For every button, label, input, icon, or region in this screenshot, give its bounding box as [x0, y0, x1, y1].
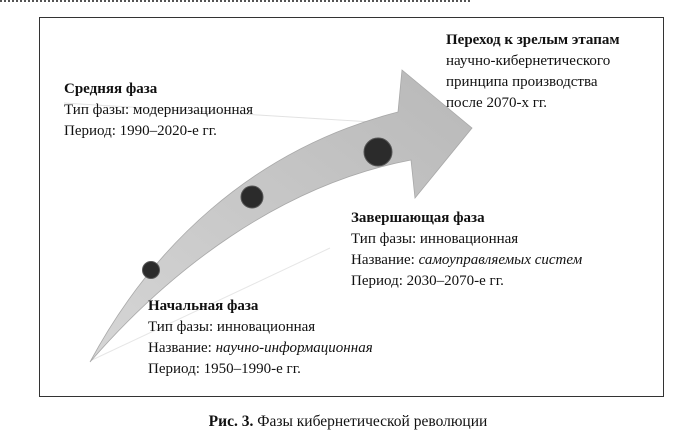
initial-phase-block — [148, 296, 373, 380]
middle-phase-title: Средняя фаза — [64, 81, 158, 97]
phase-dot-final — [364, 138, 392, 166]
middle-phase-block — [64, 79, 253, 142]
final-type-label: Тип фазы: — [351, 231, 417, 247]
transition-line1: научно-кибернетического — [446, 53, 611, 69]
middle-period-label: Период: — [64, 123, 116, 139]
initial-phase-title: Начальная фаза — [148, 298, 259, 314]
final-phase-title: Завершающая фаза — [351, 210, 485, 226]
transition-title: Переход к зрелым этапам — [446, 32, 620, 48]
final-period-value: 2030–2070-е гг. — [406, 273, 504, 289]
final-phase-block — [351, 208, 582, 292]
phase-dot-middle — [241, 186, 263, 208]
initial-period-value: 1950–1990-е гг. — [203, 361, 301, 377]
final-name-value: самоуправляемых систем — [418, 252, 583, 268]
middle-period-value: 1990–2020-е гг. — [119, 123, 217, 139]
final-type-value: инновационная — [419, 231, 519, 247]
initial-period-label: Период: — [148, 361, 200, 377]
caption-text: Фазы кибернетической революции — [257, 413, 488, 430]
final-period-label: Период: — [351, 273, 403, 289]
transition-block — [446, 30, 620, 114]
initial-type-label: Тип фазы: — [148, 319, 214, 335]
caption-label: Рис. 3. — [208, 413, 254, 430]
final-name-label: Название: — [351, 252, 415, 268]
middle-type-label: Тип фазы: — [64, 102, 130, 118]
middle-type-value: модернизационная — [132, 102, 254, 118]
transition-line2: принципа производства — [446, 74, 598, 90]
transition-line3: после 2070-х гг. — [446, 95, 548, 111]
figure-caption — [0, 413, 696, 431]
initial-type-value: инновационная — [216, 319, 316, 335]
initial-name-value: научно-информационная — [215, 340, 373, 356]
initial-name-label: Название: — [148, 340, 212, 356]
phase-dot-initial — [143, 262, 160, 279]
